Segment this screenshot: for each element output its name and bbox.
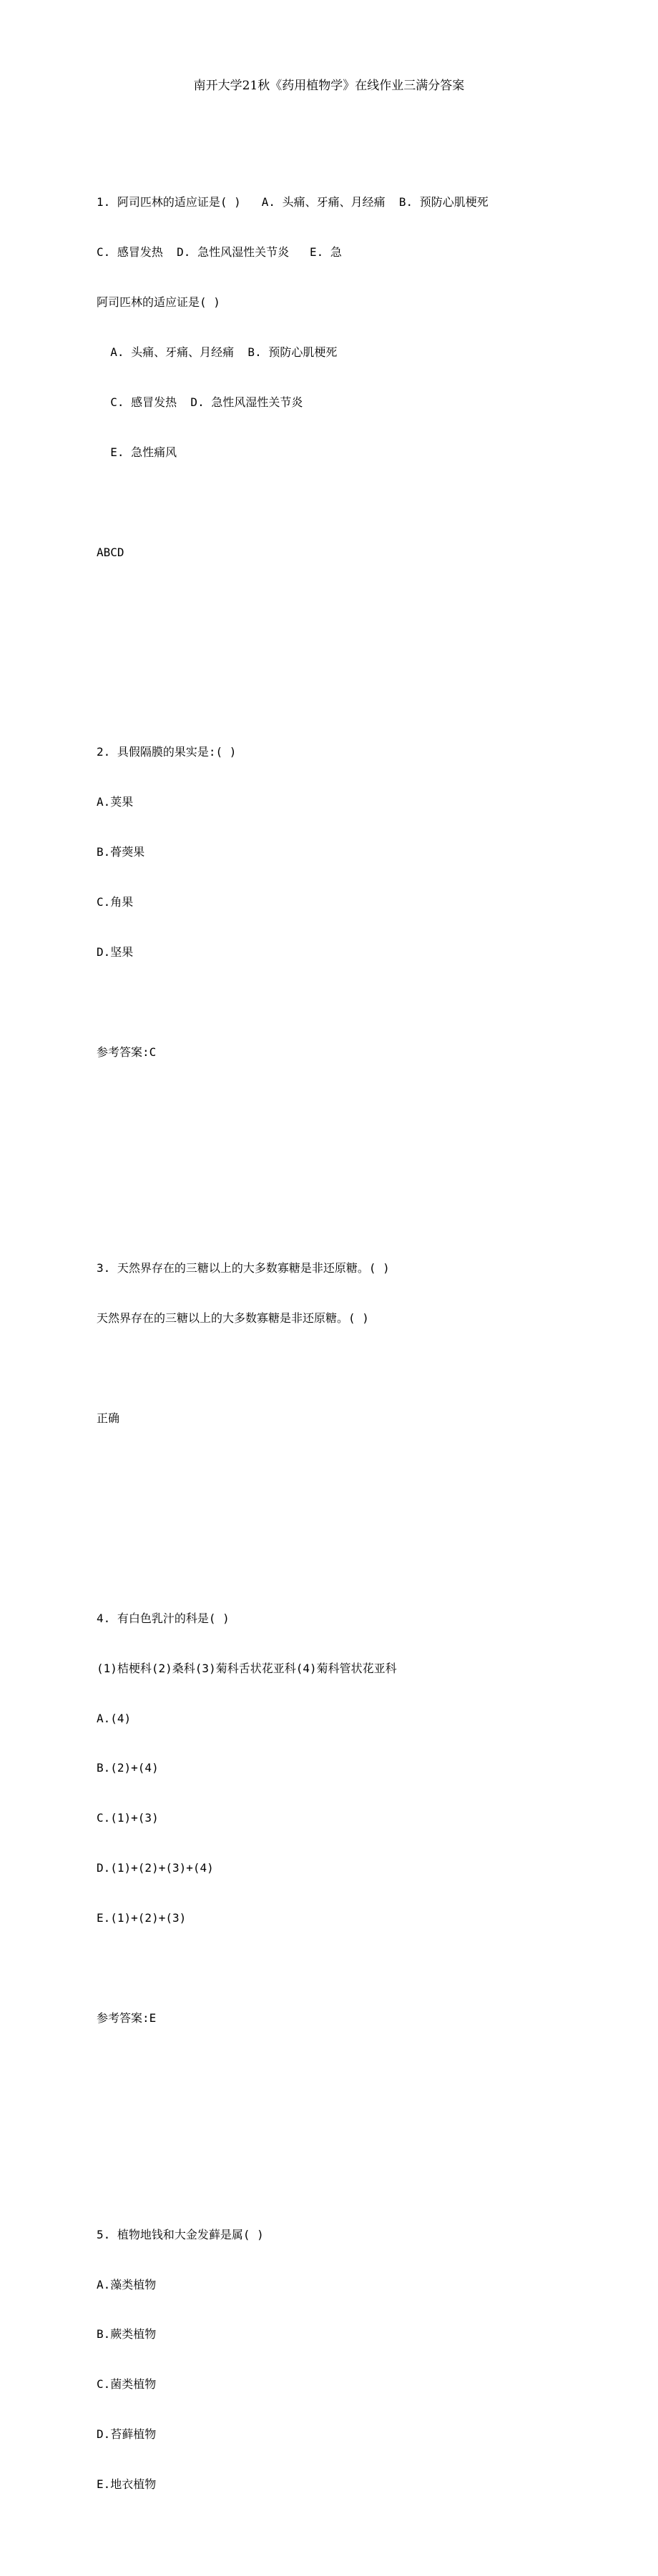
question-5-option-c: C.菌类植物 — [97, 2377, 157, 2392]
question-3-answer: 正确 — [97, 1411, 120, 1426]
question-2-answer: 参考答案:C — [97, 1045, 157, 1059]
question-4-option-c: C.(1)+(3) — [97, 1811, 159, 1825]
question-5 — [97, 2193, 640, 2526]
question-1 — [97, 161, 640, 594]
question-1-line-6: E. 急性痛风 — [97, 445, 177, 459]
document-title: 南开大学21秋《药用植物学》在线作业三满分答案 — [193, 79, 465, 93]
question-5-option-a: A.藻类植物 — [97, 2277, 157, 2291]
question-5-option-b: B.蕨类植物 — [97, 2327, 157, 2341]
question-3-stem-repeat: 天然界存在的三糖以上的大多数寡糖是非还原糖。( ) — [97, 1311, 369, 1326]
question-1-line-3: 阿司匹林的适应证是( ) — [97, 295, 220, 310]
question-2-option-d: D.坚果 — [97, 944, 134, 959]
question-1-line-4: A. 头痛、牙痛、月经痛 B. 预防心肌梗死 — [97, 345, 338, 360]
question-4-detail: (1)桔梗科(2)桑科(3)菊科舌状花亚科(4)菊科管状花亚科 — [97, 1661, 397, 1675]
question-4-option-e: E.(1)+(2)+(3) — [97, 1911, 187, 1925]
question-4-option-d: D.(1)+(2)+(3)+(4) — [97, 1861, 214, 1875]
question-5-option-d: D.苔藓植物 — [97, 2427, 157, 2442]
question-1-line-5: C. 感冒发热 D. 急性风湿性关节炎 — [97, 395, 303, 410]
question-1-answer: ABCD — [97, 545, 124, 559]
question-4 — [97, 1576, 640, 2060]
question-1-line-2: C. 感冒发热 D. 急性风湿性关节炎 E. 急 — [97, 245, 342, 260]
question-5-stem: 5. 植物地钱和大金发藓是属( ) — [97, 2227, 264, 2241]
question-4-option-a: A.(4) — [97, 1711, 132, 1725]
question-2-stem: 2. 具假隔膜的果实是:( ) — [97, 745, 237, 759]
document-content — [97, 111, 640, 2576]
question-2 — [97, 711, 640, 1094]
question-2-option-c: C.角果 — [97, 894, 134, 909]
question-5-option-e: E.地衣植物 — [97, 2477, 157, 2492]
question-3 — [97, 1227, 640, 1460]
question-3-stem: 3. 天然界存在的三糖以上的大多数寡糖是非还原糖。( ) — [97, 1261, 390, 1275]
question-1-line-1: 1. 阿司匹林的适应证是( ) A. 头痛、牙痛、月经痛 B. 预防心肌梗死 — [97, 195, 488, 209]
question-4-option-b: B.(2)+(4) — [97, 1761, 159, 1775]
question-2-option-b: B.蓇葖果 — [97, 845, 145, 859]
question-2-option-a: A.荚果 — [97, 795, 134, 809]
question-4-answer: 参考答案:E — [97, 2010, 157, 2025]
question-4-stem: 4. 有白色乳汁的科是( ) — [97, 1611, 230, 1625]
